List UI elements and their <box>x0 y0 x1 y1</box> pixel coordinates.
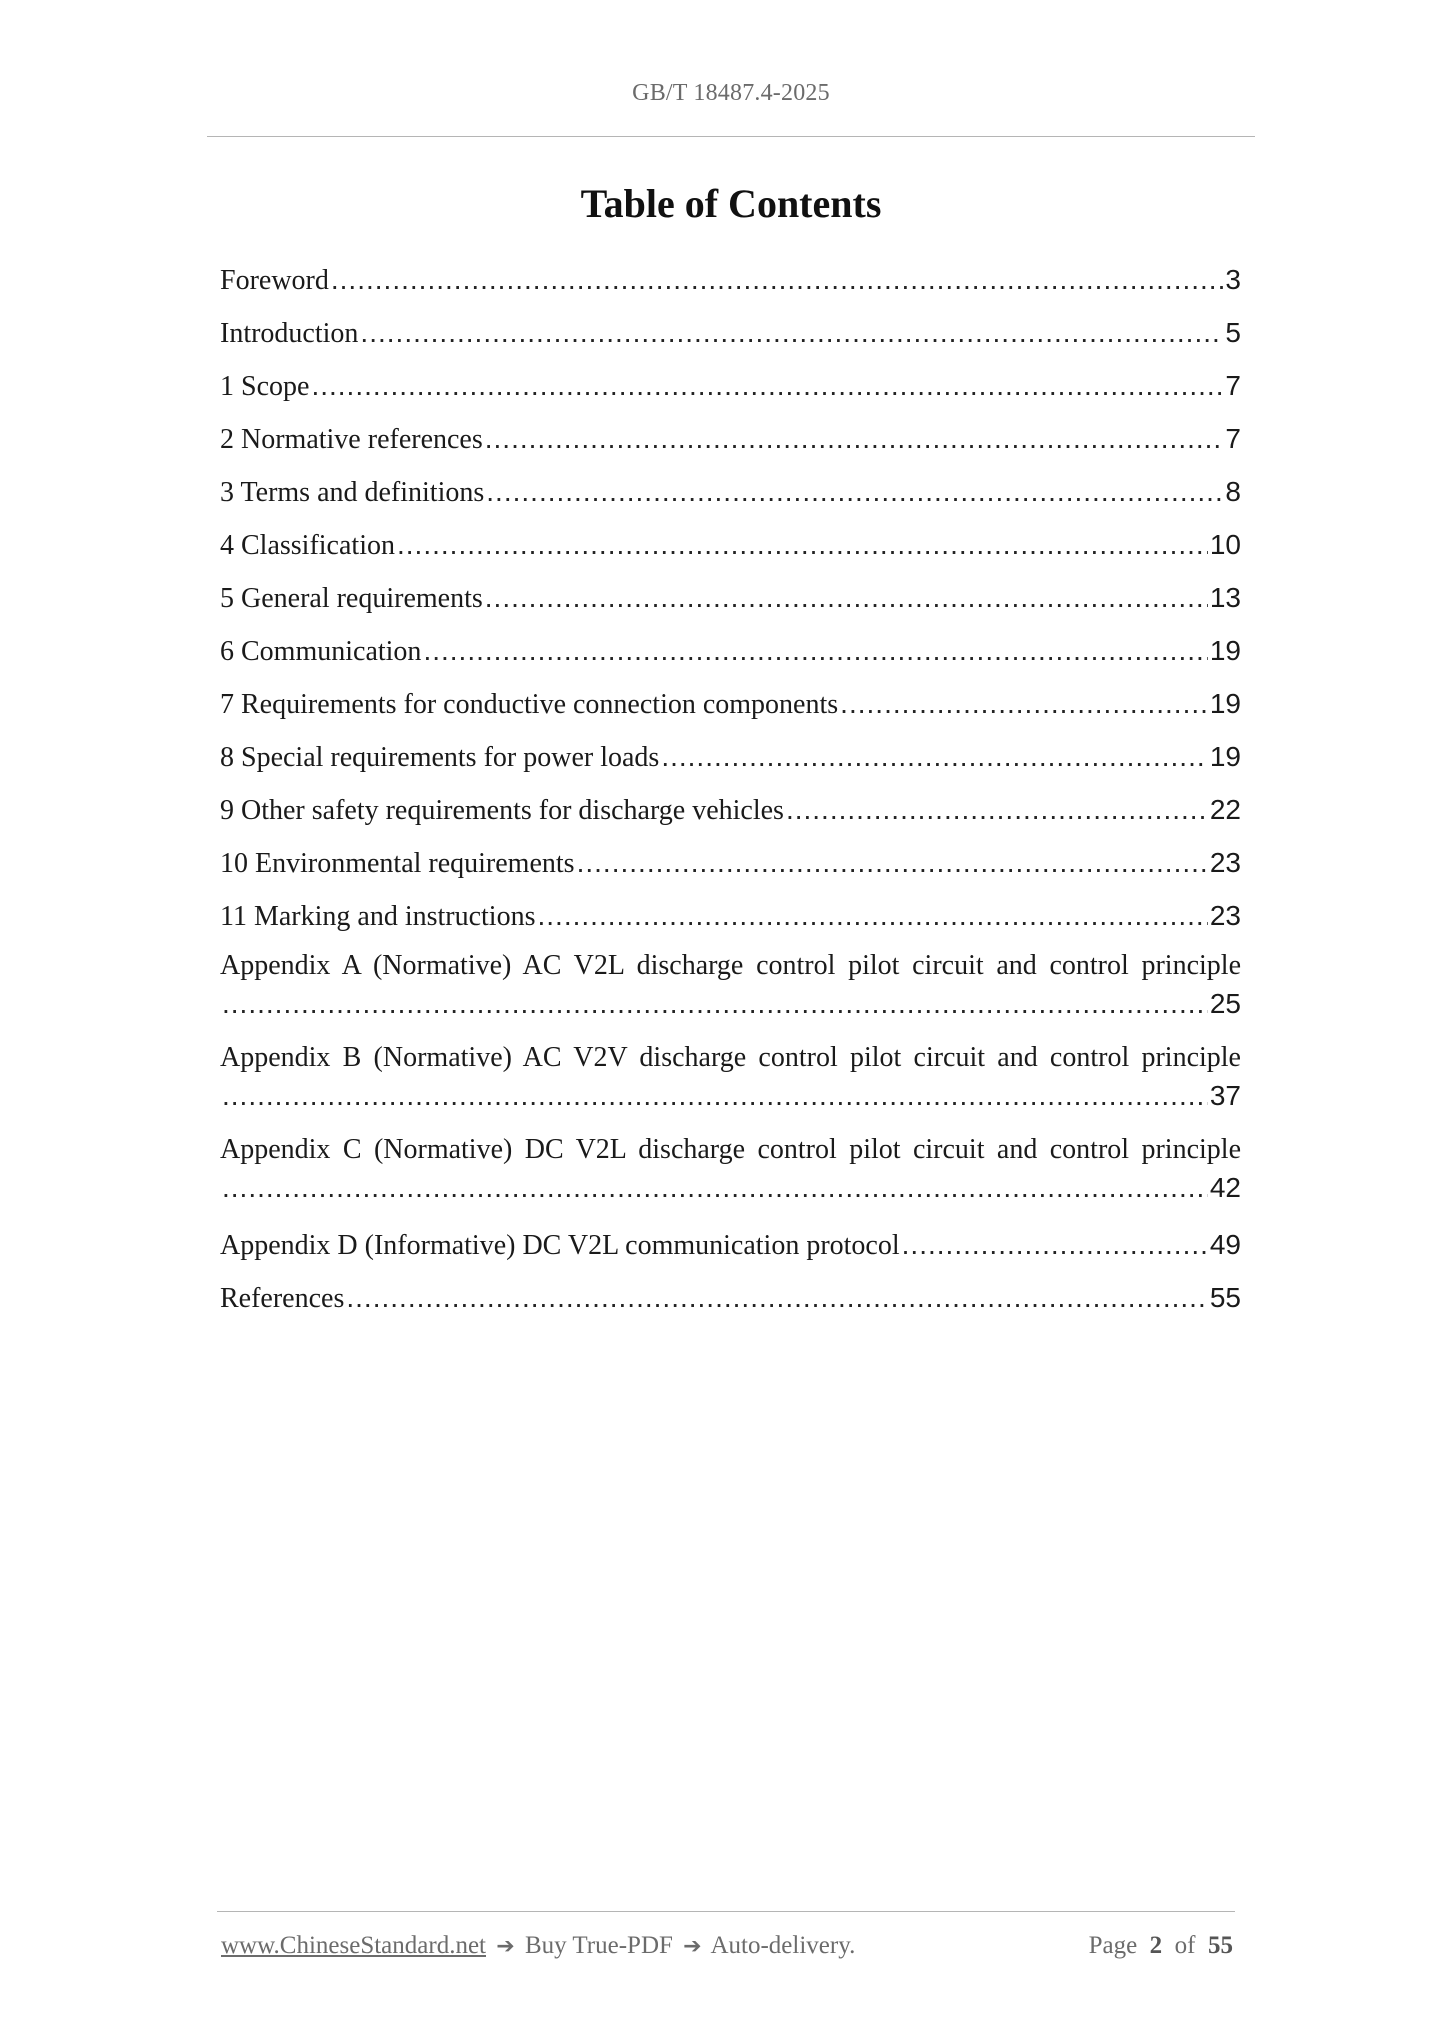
toc-entry-label: 4 Classification <box>220 530 395 561</box>
auto-delivery-text: Auto-delivery. <box>710 1932 856 1959</box>
toc-leader-dots <box>840 682 1208 726</box>
toc-entry-page: 22 <box>1209 794 1241 825</box>
toc-entry-references[interactable] <box>220 1276 1241 1329</box>
page-header-doc-code: GB/T 18487.4-2025 <box>632 80 830 106</box>
toc-entry-page: 19 <box>1209 635 1241 666</box>
buy-true-pdf-text: Buy True-PDF <box>524 1932 673 1959</box>
toc-leader-dots <box>661 735 1208 779</box>
footer-promo <box>221 1932 855 1960</box>
toc-entry-page: 49 <box>1209 1229 1241 1260</box>
toc-leader-dots <box>423 629 1207 673</box>
toc-entry-page: 8 <box>1225 476 1241 507</box>
toc-entry-label: Appendix A (Normative) AC V2L discharge control pilot circuit and control principle <box>220 950 1241 981</box>
toc-entry-appendix-d[interactable] <box>220 1223 1241 1276</box>
toc-entry-discharge-vehicle-safety[interactable] <box>220 788 1241 841</box>
toc-entry-page: 13 <box>1209 582 1241 613</box>
toc-entry-power-loads[interactable] <box>220 735 1241 788</box>
toc-leader-dots <box>902 1223 1208 1267</box>
toc-entry-page: 10 <box>1209 529 1241 560</box>
toc-leader-dots <box>485 417 1224 461</box>
toc-entry-normative-references[interactable] <box>220 417 1241 470</box>
toc-entry-page: 23 <box>1209 847 1241 878</box>
toc-entry-label: 11 Marking and instructions <box>220 901 536 932</box>
toc-entry-label: 5 General requirements <box>220 583 483 614</box>
toc-entry-appendix-a[interactable] <box>220 947 1241 1039</box>
toc-entry-label: 9 Other safety requirements for discharge vehicles <box>220 795 784 826</box>
toc-leader-dots <box>486 470 1223 514</box>
arrow-right-icon: ➔ <box>683 1934 702 1959</box>
toc-entry-label: Appendix C (Normative) DC V2L discharge control pilot circuit and control principle <box>220 1134 1241 1165</box>
toc-entry-label: Appendix D (Informative) DC V2L communication protocol <box>220 1230 900 1261</box>
page-label: Page <box>1088 1932 1138 1959</box>
toc-entry-label: 8 Special requirements for power loads <box>220 742 660 773</box>
toc-entry-label: Appendix B (Normative) AC V2V discharge control pilot circuit and control principle <box>220 1042 1241 1073</box>
total-pages: 55 <box>1208 1932 1233 1959</box>
toc-entry-label: 10 Environmental requirements <box>220 848 575 879</box>
toc-entry-appendix-b[interactable] <box>220 1039 1241 1131</box>
toc-entry-introduction[interactable] <box>220 311 1241 364</box>
toc-entry-page: 55 <box>1209 1282 1241 1313</box>
toc-entry-general-requirements[interactable] <box>220 576 1241 629</box>
toc-leader-dots <box>786 788 1208 832</box>
toc-entry-page: 37 <box>1209 1080 1241 1111</box>
toc-entry-label: 7 Requirements for conductive connection components <box>220 689 839 720</box>
toc-entry-page: 25 <box>1209 988 1241 1019</box>
current-page: 2 <box>1149 1932 1163 1959</box>
toc-leader-dots <box>311 364 1223 408</box>
toc-entry-page: 23 <box>1209 900 1241 931</box>
toc-entry-page: 19 <box>1209 688 1241 719</box>
toc-leader-dots <box>222 1077 1208 1115</box>
toc-entry-marking-instructions[interactable] <box>220 894 1241 947</box>
arrow-right-icon: ➔ <box>496 1934 515 1959</box>
toc-entry-page: 42 <box>1209 1172 1241 1203</box>
toc-entry-label: References <box>220 1283 345 1314</box>
header-divider <box>207 136 1255 137</box>
site-link[interactable]: www.ChineseStandard.net <box>221 1932 486 1959</box>
toc-entry-communication[interactable] <box>220 629 1241 682</box>
toc-entry-label: 6 Communication <box>220 636 422 667</box>
toc-entry-environmental[interactable] <box>220 841 1241 894</box>
toc-entry-appendix-c[interactable] <box>220 1131 1241 1223</box>
toc-leader-dots <box>331 258 1224 302</box>
toc-list <box>220 258 1241 1329</box>
toc-entry-scope[interactable] <box>220 364 1241 417</box>
toc-entry-foreword[interactable] <box>220 258 1241 311</box>
page-of-label: of <box>1174 1932 1196 1959</box>
toc-title: Table of Contents <box>580 181 882 226</box>
toc-leader-dots <box>222 985 1208 1023</box>
toc-entry-classification[interactable] <box>220 523 1241 576</box>
toc-entry-page: 3 <box>1225 264 1241 295</box>
toc-entry-page: 19 <box>1209 741 1241 772</box>
toc-leader-dots <box>577 841 1208 885</box>
toc-leader-dots <box>537 894 1207 938</box>
toc-entry-page: 7 <box>1225 423 1241 454</box>
toc-entry-terms-definitions[interactable] <box>220 470 1241 523</box>
toc-entry-label: 3 Terms and definitions <box>220 477 485 508</box>
toc-entry-page: 5 <box>1225 317 1241 348</box>
toc-entry-label: Foreword <box>220 265 329 296</box>
toc-entry-label: Introduction <box>220 318 359 349</box>
toc-leader-dots <box>397 523 1208 567</box>
toc-entry-label: 1 Scope <box>220 371 310 402</box>
toc-entry-conductive-connection[interactable] <box>220 682 1241 735</box>
toc-entry-page: 7 <box>1225 370 1241 401</box>
page-number <box>1089 1932 1233 1960</box>
footer-divider <box>217 1911 1235 1912</box>
toc-leader-dots <box>360 311 1223 355</box>
toc-leader-dots <box>346 1276 1207 1320</box>
toc-entry-label: 2 Normative references <box>220 424 483 455</box>
toc-leader-dots <box>485 576 1208 620</box>
toc-leader-dots <box>222 1169 1208 1207</box>
